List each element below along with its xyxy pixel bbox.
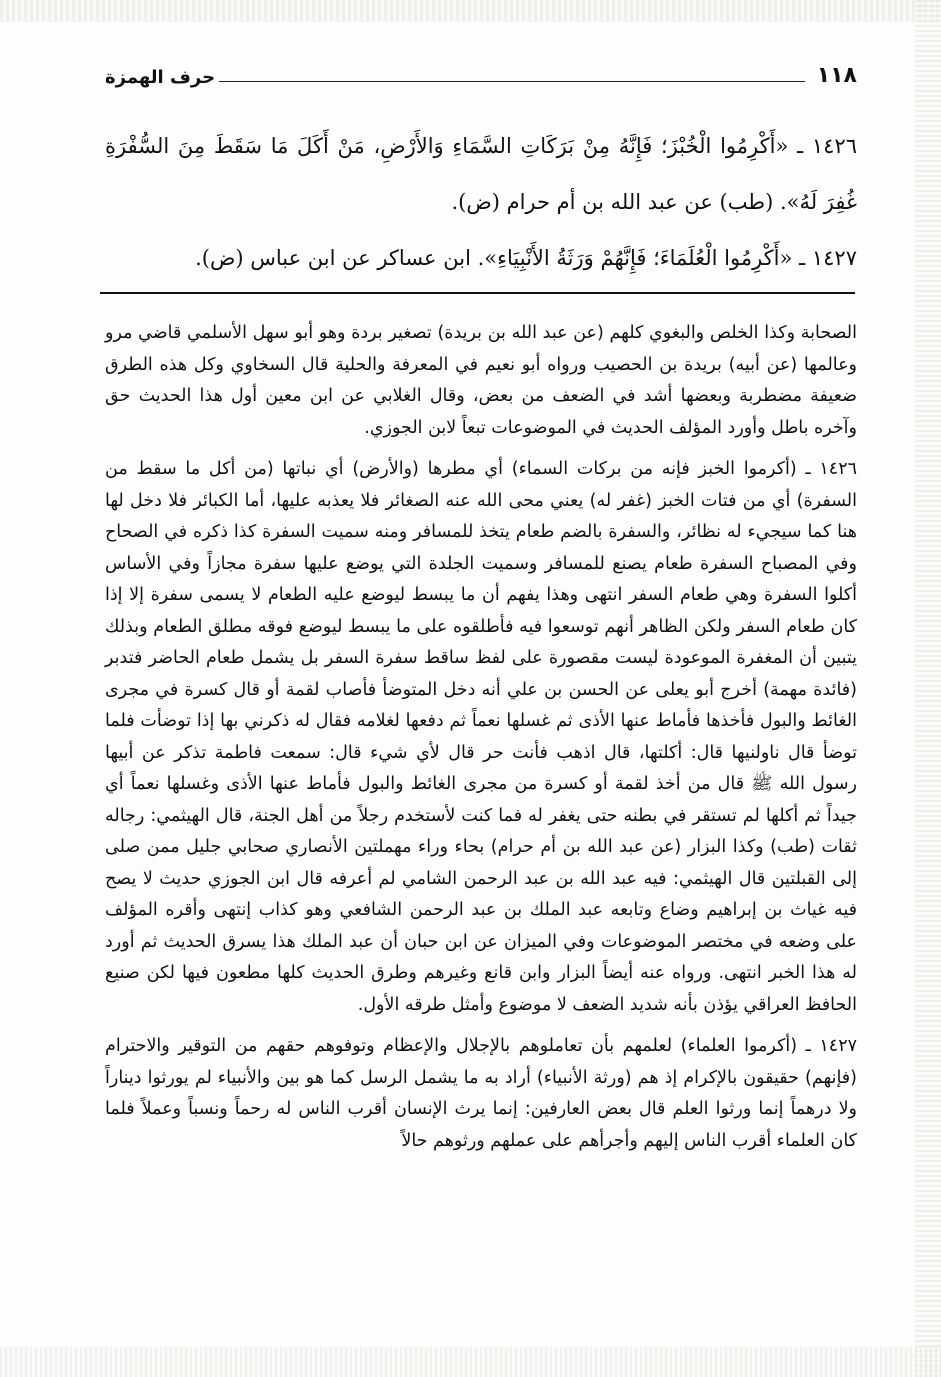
commentary-paragraph-1426: ١٤٢٦ ـ (أكرموا الخبز فإنه من بركات السماء) أي مطرها (والأرض) أي نباتها (من أكل ما سقط من السفرة) أي من فتات الخبز (غفر له) يعني محى الله عنه الصغائر فلا يعذبه عليها، أما الكبائر فلا دخل لها هنا كما سيجيء له نظائر، والسفرة بالضم طعام يتخذ للمسافر ومنه سميت السفرة كذا ذكره في الصحاح وفي المصباح السفرة طعام يصنع للمسافر وسميت الجلدة التي يوضع عليها سفرة مجازاً وفي الأساس أكلوا السفرة وهي طعام السفر انتهى وهذا يفهم أن ما يبسط ليوضع عليه الطعام لا يسمى سفرة إلا إذا كان طعام السفر ولكن الظاهر أنهم توسعوا فيه فأطلقوه على ما يبسط ليوضع فوقه مطلق الطعام وبذلك يتبين أن المغفرة الموعودة ليست مقصورة على لفظ ساقط سفرة السفر بل يشمل طعام الحاضر فتدبر (فائدة مهمة) أخرج أبو يعلى عن الحسن بن علي أنه دخل المتوضأ فأصاب لقمة أو قال كسرة في مجرى الغائط والبول فأخذها فأماط عنها الأذى ثم غسلها نعماً ثم دفعها لغلامه فقال له ذكرني بها إذا توضأت فلما توضأ قال ناولنيها قال: أكلتها، قال اذهب فأنت حر قال لأي شيء قال: سمعت فاطمة تذكر عن أبيها رسول الله ﷺ قال من أخذ لقمة أو كسرة من مجرى الغائط والبول فأماط عنها الأذى وغسلها نعماً أي جيداً ثم أكلها لم تستقر في بطنه حتى يغفر له فما كنت لأستخدم رجلاً من أهل الجنة، قال الهيثمي: رجاله ثقات (طب) وكذا البزار (عن عبد الله بن أم حرام) بحاء وراء مهملتين الأنصاري صحابي جليل ممن صلى إلى القبلتين قال الهيثمي: فيه عبد الله بن عبد الرحمن الشامي لم أعرفه قال ابن الجوزي حديث لا يصح فيه غياث بن إبراهيم وضاع وتابعه عبد الملك بن عبد الرحمن الشافعي وهو كذاب إنتهى وأقره المؤلف على وضعه في مختصر الموضوعات وفي الميزان عن ابن حبان أن عبد الملك هذا يسرق الحديث ثم أورد له هذا الخبر انتهى. ورواه عنه أيضاً البزار وابن قانع وغيرهم وطرق الحديث كلها مطعون فيها لكن صنيع الحافظ العراقي يؤذن بأنه شديد الضعف لا موضوع وأمثل طرقه الأول. [105,459,857,1015]
hadith-1427: ١٤٢٧ ـ «أَكْرِمُوا الْعُلَمَاءَ؛ فَإِنَّهُمْ وَرَثَةُ الأَنْبِيَاءِ». ابن عساكر عن ابن عباس (ض). [195,246,857,270]
commentary-paragraph: الصحابة وكذا الخلص والبغوي كلهم (عن عبد الله بن بريدة) تصغير بردة وهو أبو سهل الأسلمي قاضي مرو وعالمها (عن أبيه) بريدة بن الحصيب ورواه أبو نعيم في المعرفة والحلية قال السخاوي وكل هذه الطرق ضعيفة مضطربة وبعضها أشد في الضعف من بعض، وقال الغلابي عن ابن معين أول هذا الحديث حق وآخره باطل وأورد المؤلف الحديث في الموضوعات تبعاً لابن الجوزي. [105,323,857,438]
running-header [105,58,857,88]
hadith-1426: ١٤٢٦ ـ «أَكْرِمُوا الْخُبْزَ؛ فَإِنَّهُ مِنْ بَرَكَاتِ السَّمَاءِ وَالأَرْضِ، مَنْ أَكَلَ مَا سَقَطَ مِنَ السُّفْرَةِ غُفِرَ لَهُ». (طب) عن عبد الله بن أم حرام (ض). [105,134,857,214]
chapter-title: حرف الهمزة [105,67,216,88]
footnote-separator [100,292,855,294]
hadith-text-block [105,118,857,286]
page-number: ١١٨ [816,63,857,88]
scan-edge-right [915,0,941,1377]
commentary-paragraph-1427: ١٤٢٧ ـ (أكرموا العلماء) لعلمهم بأن تعاملوهم بالإجلال والإعظام وتوفوهم حقهم من التوقير والاحترام (فإنهم) حقيقون بالإكرام إذ هم (ورثة الأنبياء) أراد به ما يشمل الرسل كما هو بين والأنبياء لم يورثوا ديناراً ولا درهماً إنما ورثوا العلم قال بعض العارفين: إنما يرث الإنسان أقرب الناس له رحماً ونسباً وعملاً فلما كان العلماء أقرب الناس إليهم وأجرأهم على عملهم ورثوهم حالاً [105,1036,857,1151]
scan-edge-top [0,0,941,22]
commentary-block [105,318,857,1167]
header-rule [219,81,805,82]
scan-edge-bottom [0,1347,941,1377]
